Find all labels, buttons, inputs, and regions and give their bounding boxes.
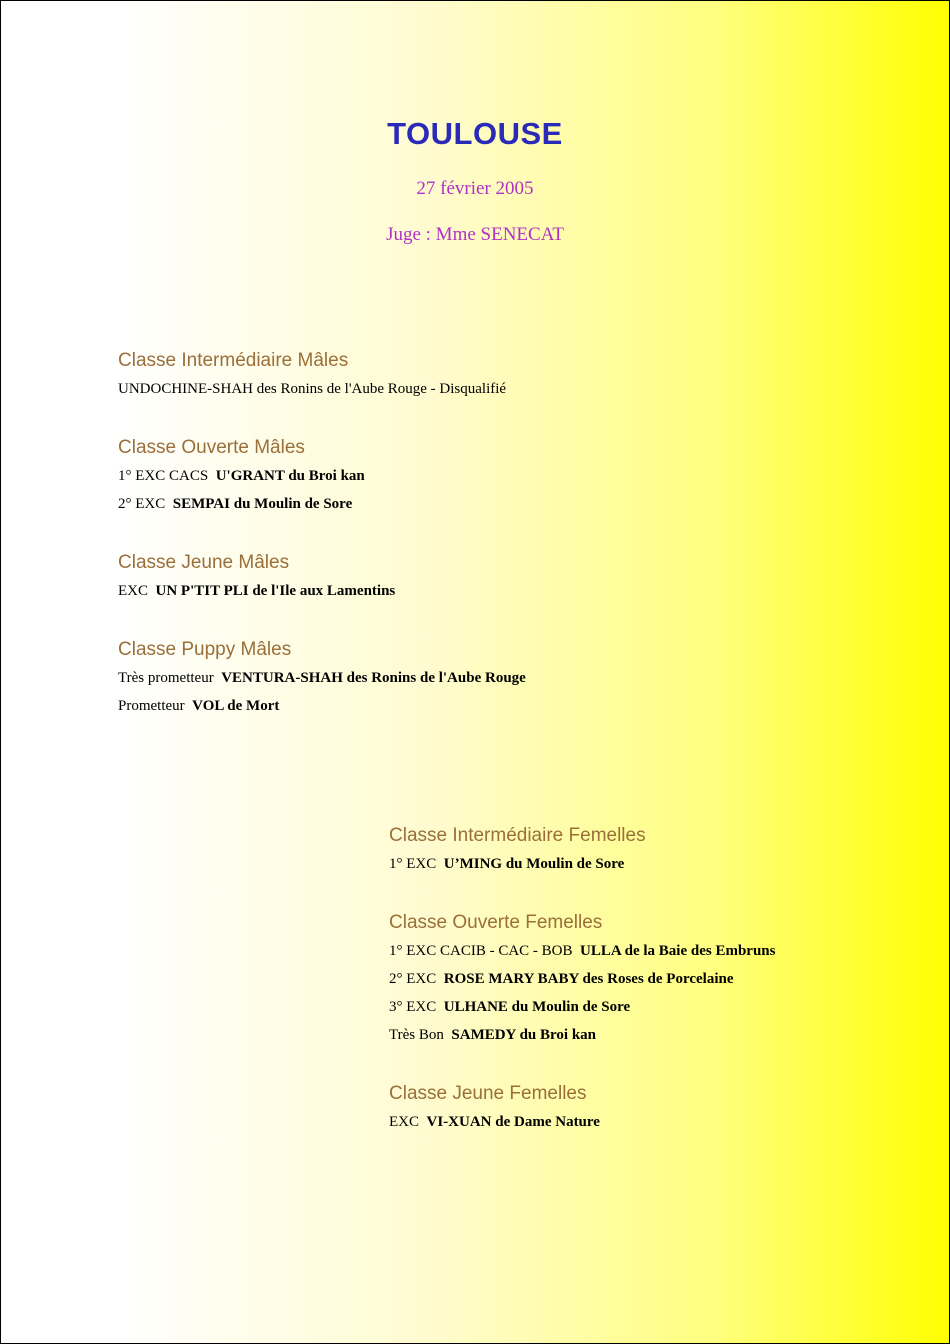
result-grade: Très prometteur — [118, 670, 214, 686]
result-grade: 1° EXC CACS — [118, 468, 209, 484]
result-line — [118, 692, 526, 720]
class-heading: Classe Jeune Femelles — [389, 1083, 587, 1104]
page-title: TOULOUSE — [387, 116, 563, 151]
result-grade: 1° EXC — [389, 856, 437, 872]
dog-name: VOL de Mort — [192, 698, 280, 714]
result-grade: 3° EXC — [389, 999, 437, 1015]
class-group — [118, 434, 526, 518]
show-date: 27 février 2005 — [416, 178, 534, 199]
class-group — [118, 549, 526, 605]
result-line — [118, 490, 526, 518]
dog-name: VI-XUAN de Dame Nature — [426, 1114, 600, 1130]
result-grade: 2° EXC — [389, 971, 437, 987]
dog-name: VENTURA-SHAH des Ronins de l'Aube Rouge — [221, 670, 526, 686]
females-section — [389, 822, 775, 1136]
class-heading: Classe Intermédiaire Femelles — [389, 825, 646, 846]
dog-name: ULHANE du Moulin de Sore — [443, 999, 631, 1015]
judge-line: Juge : Mme SENECAT — [386, 224, 564, 245]
result-line — [389, 965, 775, 993]
dog-name: SAMEDY du Broi kan — [451, 1027, 597, 1043]
dog-name: SEMPAI du Moulin de Sore — [172, 496, 353, 512]
result-grade: 2° EXC — [118, 496, 166, 512]
result-grade: EXC — [389, 1114, 419, 1130]
class-group — [118, 636, 526, 720]
result-line — [389, 1108, 775, 1136]
result-line — [389, 993, 775, 1021]
result-grade: Prometteur — [118, 698, 185, 714]
dog-name: ROSE MARY BABY des Roses de Porcelaine — [443, 971, 734, 987]
dog-name: U’MING du Moulin de Sore — [443, 856, 625, 872]
class-heading: Classe Ouverte Mâles — [118, 437, 305, 458]
result-grade: UNDOCHINE-SHAH des Ronins de l'Aube Rouge - Disqualifié — [118, 381, 507, 397]
result-line — [389, 937, 775, 965]
class-heading: Classe Intermédiaire Mâles — [118, 350, 349, 371]
males-section — [118, 347, 526, 720]
class-heading: Classe Puppy Mâles — [118, 639, 292, 660]
result-grade: EXC — [118, 583, 148, 599]
result-grade: 1° EXC CACIB - CAC - BOB — [389, 943, 573, 959]
class-group — [389, 822, 775, 878]
dog-name: ULLA de la Baie des Embruns — [580, 943, 776, 959]
class-group — [389, 1080, 775, 1136]
class-group — [118, 347, 526, 403]
dog-name: U'GRANT du Broi kan — [215, 468, 365, 484]
result-line — [389, 1021, 775, 1049]
result-line — [118, 375, 526, 403]
class-heading: Classe Jeune Mâles — [118, 552, 290, 573]
result-line — [389, 850, 775, 878]
result-line — [118, 577, 526, 605]
class-group — [389, 909, 775, 1049]
result-grade: Très Bon — [389, 1027, 444, 1043]
class-heading: Classe Ouverte Femelles — [389, 912, 603, 933]
result-line — [118, 664, 526, 692]
result-line — [118, 462, 526, 490]
dog-name: UN P'TIT PLI de l'Ile aux Lamentins — [155, 583, 396, 599]
